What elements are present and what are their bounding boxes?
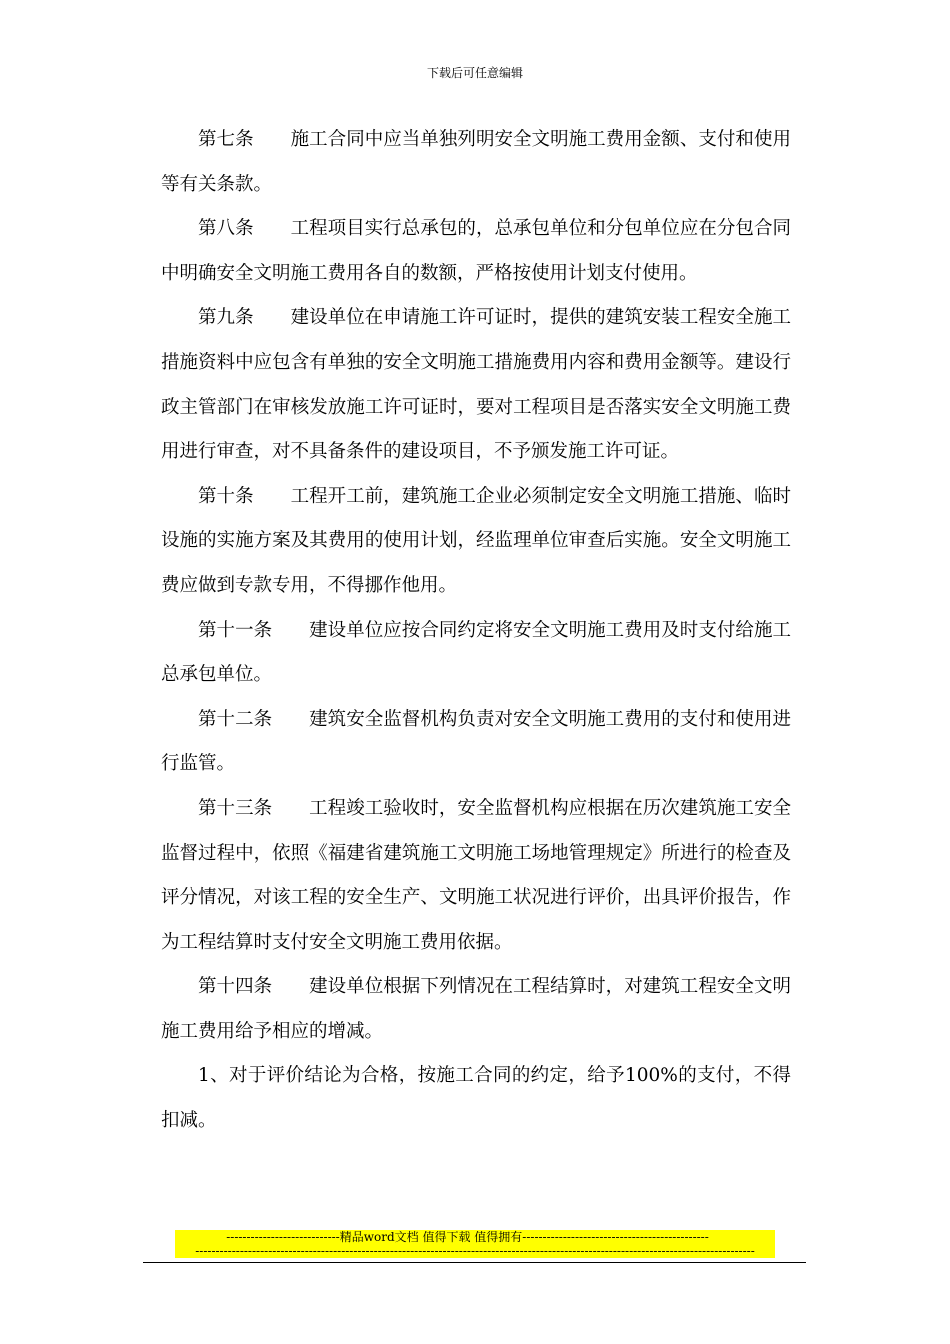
footer-banner: [175, 1230, 775, 1258]
article-14: [161, 965, 791, 1054]
article-11: [161, 609, 791, 698]
list-item-text: 1、对于评价结论为合格，按施工合同的约定，给予100%的支付，不得扣减。: [161, 1065, 791, 1132]
article-text: 工程开工前，建筑施工企业必须制定安全文明施工措施、临时设施的实施方案及其费用的使用计划，经监理单位审查后实施。安全文明施工费应做到专款专用，不得挪作他用。: [161, 485, 791, 596]
footer-divider: [143, 1262, 806, 1263]
article-number: 第十条: [198, 485, 254, 507]
article-text: 工程竣工验收时，安全监督机构应根据在历次建筑施工安全监督过程中，依照《福建省建筑施工文明施工场地管理规定》所进行的检查及评分情况，对该工程的安全生产、文明施工状况进行评价，出具评价报告，作为工程结算时支付安全文明施工费用依据。: [161, 797, 791, 953]
article-number: 第十一条: [198, 619, 273, 641]
article-number: 第九条: [198, 307, 254, 329]
article-number: 第七条: [198, 129, 254, 150]
article-number: 第十二条: [198, 708, 273, 730]
article-text: 施工合同中应当单独列明安全文明施工费用金额、支付和使用等有关条款。: [161, 129, 791, 195]
page-header: 下载后可任意编辑: [426, 66, 523, 80]
article-text: 工程项目实行总承包的，总承包单位和分包单位应在分包合同中明确安全文明施工费用各自的数额，严格按使用计划支付使用。: [161, 218, 791, 284]
article-8: [161, 207, 791, 296]
article-text: 建设单位应按合同约定将安全文明施工费用及时支付给施工总承包单位。: [161, 619, 791, 686]
article-number: 第十四条: [198, 976, 273, 998]
footer-line-2: ------------------------------------------------------------------------------------------------------------------------------------------: [175, 1244, 775, 1258]
article-12: [161, 698, 791, 787]
article-text: 建筑安全监督机构负责对安全文明施工费用的支付和使用进行监管。: [161, 708, 791, 775]
article-10: [161, 475, 791, 609]
article-number: 第十三条: [198, 797, 273, 819]
article-13: [161, 787, 791, 965]
footer-line-1: ----------------------------精品word文档 值得下载 值得拥有----------------------------------------------: [175, 1230, 760, 1244]
list-item-1: [161, 1054, 791, 1143]
article-9: [161, 296, 791, 474]
article-text: 建设单位根据下列情况在工程结算时，对建筑工程安全文明施工费用给予相应的增减。: [161, 976, 791, 1042]
document-body: [161, 118, 791, 1144]
article-7: [161, 118, 791, 207]
article-text: 建设单位在申请施工许可证时，提供的建筑安装工程安全施工措施资料中应包含有单独的安全文明施工措施费用内容和费用金额等。建设行政主管部门在审核发放施工许可证时，要对工程项目是否落实安全文明施工费用进行审查，对不具备条件的建设项目，不予颁发施工许可证。: [161, 307, 791, 463]
article-number: 第八条: [198, 218, 254, 240]
